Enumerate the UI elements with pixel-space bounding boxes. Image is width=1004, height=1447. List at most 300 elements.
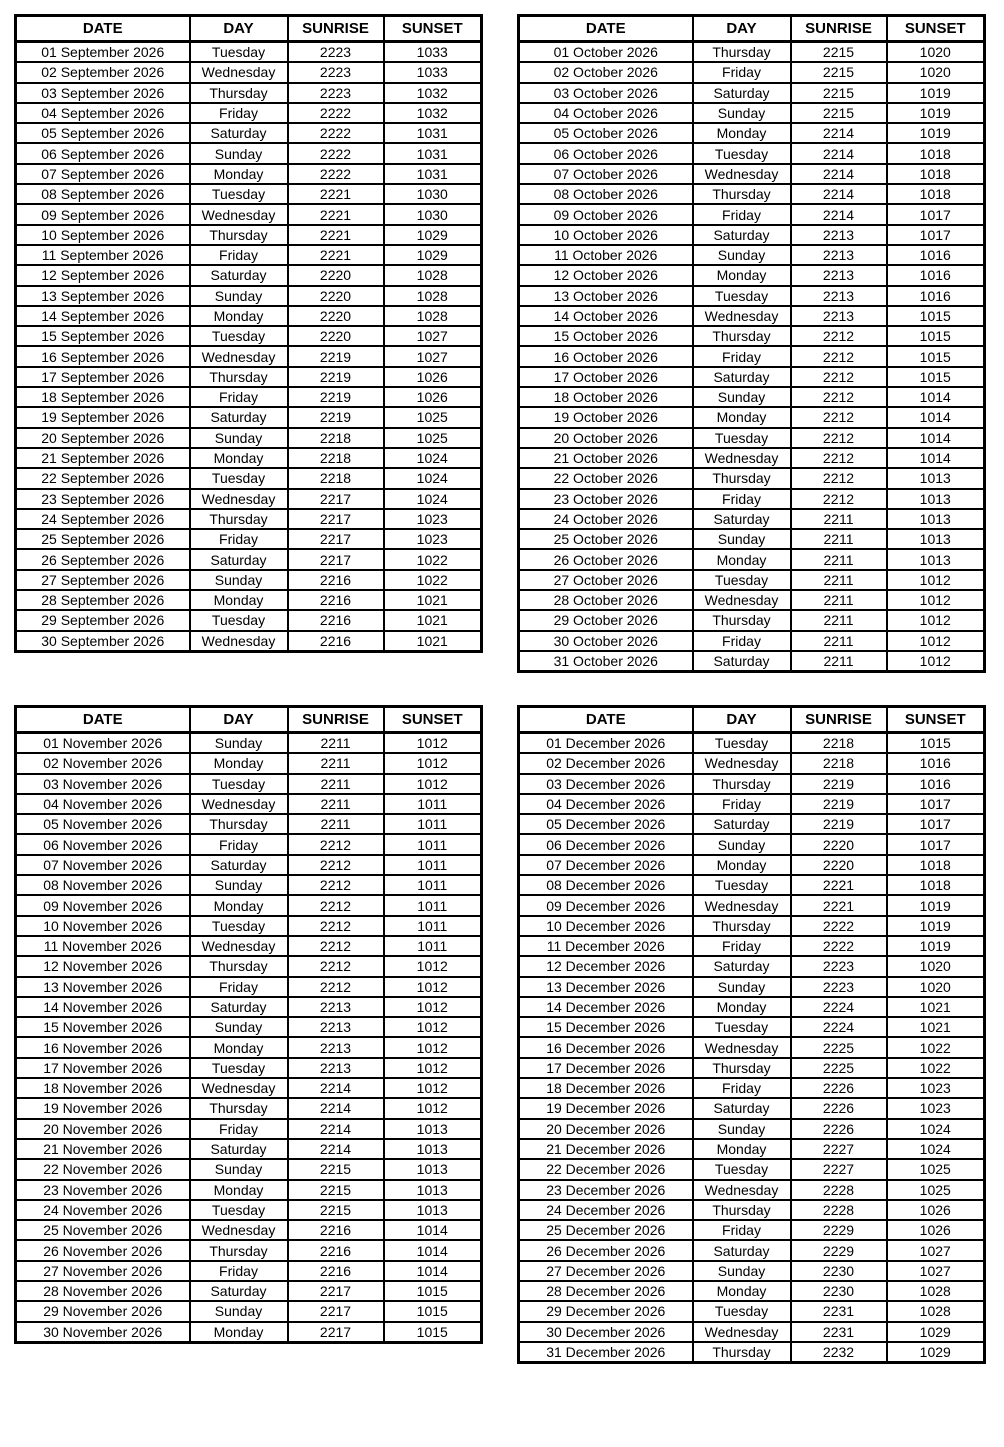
table-cell: Thursday [693,1342,791,1363]
table-row [16,184,482,204]
table-cell: 1014 [384,1220,482,1240]
table-cell: Monday [693,1139,791,1159]
table-cell: 2211 [791,610,887,630]
table-cell: 2227 [791,1139,887,1159]
table-row [16,1322,482,1343]
table-cell: 23 September 2026 [16,489,190,509]
table-cell: 20 December 2026 [519,1119,693,1139]
table-cell: Sunday [693,529,791,549]
table-cell: 29 December 2026 [519,1301,693,1321]
table-cell: 27 December 2026 [519,1261,693,1281]
table-cell: Wednesday [693,1037,791,1057]
table-cell: 2218 [288,428,384,448]
table-cell: 1012 [887,610,985,630]
table-cell: 24 November 2026 [16,1200,190,1220]
table-cell: Tuesday [190,1058,288,1078]
table-cell: 2215 [288,1180,384,1200]
table-cell: 25 December 2026 [519,1220,693,1240]
table-cell: 1029 [384,245,482,265]
table-cell: 1018 [887,164,985,184]
table-row [519,62,985,82]
table-cell: 05 October 2026 [519,123,693,143]
table-cell: 1011 [384,875,482,895]
table-cell: Wednesday [693,1322,791,1342]
table-cell: 1011 [384,814,482,834]
table-row [16,855,482,875]
table-row [16,407,482,427]
table-row [519,1058,985,1078]
table-cell: 2224 [791,997,887,1017]
table-row [519,610,985,630]
table-cell: Saturday [693,225,791,245]
table-row [519,468,985,488]
table-cell: 1017 [887,834,985,854]
table-row [519,489,985,509]
table-cell: 2212 [288,936,384,956]
table-cell: 27 November 2026 [16,1261,190,1281]
table-cell: 06 December 2026 [519,834,693,854]
table-row [519,1159,985,1179]
table-cell: Thursday [693,468,791,488]
table-row [519,184,985,204]
table-cell: Tuesday [693,1301,791,1321]
table-cell: 30 September 2026 [16,631,190,652]
table-cell: 2229 [791,1220,887,1240]
table-cell: 1019 [887,83,985,103]
table-cell: 03 September 2026 [16,83,190,103]
table-cell: 1020 [887,62,985,82]
table-cell: Thursday [190,1098,288,1118]
table-cell: 1013 [384,1139,482,1159]
table-cell: 2213 [288,1058,384,1078]
table-cell: 2226 [791,1119,887,1139]
table-row [16,346,482,366]
table-cell: 05 September 2026 [16,123,190,143]
table-cell: 29 September 2026 [16,610,190,630]
table-cell: 06 October 2026 [519,143,693,163]
table-cell: Sunday [190,1017,288,1037]
table-cell: 1012 [384,1037,482,1057]
table-cell: 2212 [288,895,384,915]
table-cell: Sunday [190,875,288,895]
table-cell: 1026 [887,1220,985,1240]
table-row [16,529,482,549]
table-cell: 1016 [887,774,985,794]
table-cell: 1011 [384,916,482,936]
table-cell: 2223 [288,62,384,82]
table-cell: 1021 [887,1017,985,1037]
table-cell: Thursday [190,367,288,387]
table-row [519,834,985,854]
table-cell: 1032 [384,103,482,123]
table-cell: 1014 [384,1261,482,1281]
table-cell: 1021 [384,631,482,652]
table-cell: 2215 [791,42,887,63]
table-row [519,1281,985,1301]
table-cell: 2211 [288,814,384,834]
table-row [16,509,482,529]
table-row [519,1078,985,1098]
table-row [16,631,482,652]
table-row [16,1037,482,1057]
table-row [16,774,482,794]
table-row [519,83,985,103]
table-row [519,733,985,754]
table-cell: 2217 [288,509,384,529]
table-cell: 13 October 2026 [519,286,693,306]
table-cell: Thursday [693,610,791,630]
table-cell: 02 September 2026 [16,62,190,82]
table-cell: Tuesday [190,184,288,204]
table-cell: 01 October 2026 [519,42,693,63]
table-row [519,977,985,997]
table-cell: 2213 [288,997,384,1017]
table-cell: 01 December 2026 [519,733,693,754]
column-header: SUNSET [384,16,482,42]
table-row [16,428,482,448]
column-header: DATE [16,707,190,733]
table-cell: 16 November 2026 [16,1037,190,1057]
table-cell: 1030 [384,184,482,204]
table-cell: 2213 [288,1017,384,1037]
table-cell: 2221 [791,875,887,895]
table-cell: 1019 [887,936,985,956]
table-cell: 19 October 2026 [519,407,693,427]
table-cell: Monday [693,549,791,569]
table-cell: 2217 [288,1281,384,1301]
table-cell: 2226 [791,1078,887,1098]
table-cell: 04 December 2026 [519,794,693,814]
table-row [16,814,482,834]
table-cell: Tuesday [693,428,791,448]
table-cell: Tuesday [190,1200,288,1220]
table-row [16,1220,482,1240]
table-cell: 25 September 2026 [16,529,190,549]
table-cell: 04 October 2026 [519,103,693,123]
table-cell: 23 October 2026 [519,489,693,509]
table-row [519,204,985,224]
table-cell: 1030 [384,204,482,224]
table-cell: 2213 [791,225,887,245]
table-cell: 15 October 2026 [519,326,693,346]
table-cell: 1013 [384,1180,482,1200]
table-cell: 2227 [791,1159,887,1179]
table-cell: 1020 [887,42,985,63]
table-cell: 2228 [791,1200,887,1220]
table-cell: 2211 [791,631,887,651]
table-row [519,1200,985,1220]
table-cell: Sunday [693,1261,791,1281]
table-cell: Thursday [693,1058,791,1078]
table-row [16,83,482,103]
table-cell: 1022 [887,1058,985,1078]
column-header: DAY [693,707,791,733]
table-cell: 07 December 2026 [519,855,693,875]
table-row [519,1261,985,1281]
table-cell: Thursday [190,225,288,245]
table-cell: 2211 [791,549,887,569]
table-cell: 1015 [887,733,985,754]
table-cell: Monday [693,123,791,143]
table-cell: 1014 [887,407,985,427]
table-cell: Monday [190,753,288,773]
table-cell: 2217 [288,529,384,549]
table-cell: Sunday [693,834,791,854]
table-cell: 25 November 2026 [16,1220,190,1240]
table-row [519,286,985,306]
table-row [16,936,482,956]
table-row [16,286,482,306]
table-cell: 1014 [384,1240,482,1260]
table-cell: 2211 [791,651,887,672]
table-cell: Tuesday [693,1017,791,1037]
table-cell: 1023 [887,1078,985,1098]
table-cell: Tuesday [693,570,791,590]
table-cell: 2212 [288,855,384,875]
table-cell: Wednesday [693,1180,791,1200]
table-cell: 2220 [288,286,384,306]
table-cell: 2211 [288,753,384,773]
table-cell: 2218 [791,753,887,773]
table-cell: 2211 [288,774,384,794]
table-row [519,529,985,549]
table-cell: Thursday [693,774,791,794]
table-row [519,997,985,1017]
table-cell: 2212 [791,346,887,366]
table-cell: 2217 [288,1322,384,1343]
table-cell: 12 October 2026 [519,265,693,285]
table-cell: 2214 [288,1078,384,1098]
table-cell: 30 December 2026 [519,1322,693,1342]
table-cell: 2222 [288,123,384,143]
table-cell: Friday [693,346,791,366]
table-cell: 2219 [288,346,384,366]
table-cell: Tuesday [693,1159,791,1179]
table-cell: 1012 [887,631,985,651]
table-cell: Wednesday [190,204,288,224]
table-cell: 2219 [791,774,887,794]
table-cell: 2220 [288,326,384,346]
table-cell: 19 December 2026 [519,1098,693,1118]
table-cell: 1011 [384,895,482,915]
table-cell: 2222 [288,103,384,123]
table-cell: Friday [693,1220,791,1240]
table-cell: Friday [693,936,791,956]
table-cell: 1024 [384,489,482,509]
table-row [16,875,482,895]
table-row [519,306,985,326]
table-cell: Saturday [190,855,288,875]
table-cell: 28 October 2026 [519,590,693,610]
table-cell: 30 October 2026 [519,631,693,651]
table-cell: 12 September 2026 [16,265,190,285]
table-row [519,42,985,63]
table-cell: Tuesday [693,286,791,306]
table-cell: 29 November 2026 [16,1301,190,1321]
table-cell: 03 October 2026 [519,83,693,103]
table-cell: 1025 [384,407,482,427]
table-cell: 2214 [791,184,887,204]
table-cell: 1024 [887,1139,985,1159]
table-cell: 20 September 2026 [16,428,190,448]
table-cell: 1027 [887,1240,985,1260]
table-cell: 12 December 2026 [519,956,693,976]
table-row [16,1240,482,1260]
table-cell: 2230 [791,1261,887,1281]
table-cell: Friday [693,794,791,814]
table-cell: 2216 [288,590,384,610]
table-cell: Wednesday [190,346,288,366]
table-cell: 08 September 2026 [16,184,190,204]
table-cell: 2212 [288,977,384,997]
table-cell: 1027 [384,326,482,346]
table-cell: Friday [190,245,288,265]
table-cell: Friday [190,387,288,407]
table-cell: 2213 [791,265,887,285]
table-cell: 1011 [384,936,482,956]
table-row [519,265,985,285]
table-cell: 02 November 2026 [16,753,190,773]
table-cell: 1012 [887,570,985,590]
table-cell: Sunday [190,1301,288,1321]
table-cell: Friday [190,977,288,997]
table-cell: Wednesday [190,936,288,956]
table-cell: 15 November 2026 [16,1017,190,1037]
table-cell: 2214 [791,123,887,143]
table-cell: Monday [693,265,791,285]
table-cell: 14 December 2026 [519,997,693,1017]
table-cell: 2219 [791,794,887,814]
table-row [16,610,482,630]
table-cell: Sunday [693,245,791,265]
table-cell: Friday [693,1078,791,1098]
table-cell: 05 November 2026 [16,814,190,834]
table-cell: Saturday [693,956,791,976]
table-cell: 2214 [288,1119,384,1139]
table-cell: Monday [190,1180,288,1200]
table-row [16,753,482,773]
table-cell: 28 September 2026 [16,590,190,610]
table-cell: 04 November 2026 [16,794,190,814]
table-cell: 24 October 2026 [519,509,693,529]
table-cell: 2212 [791,489,887,509]
table-cell: 1025 [384,428,482,448]
table-cell: 17 December 2026 [519,1058,693,1078]
table-cell: 2219 [288,387,384,407]
table-cell: 11 September 2026 [16,245,190,265]
table-row [16,245,482,265]
table-cell: 26 October 2026 [519,549,693,569]
table-row [519,326,985,346]
table-cell: 18 December 2026 [519,1078,693,1098]
table-cell: 2212 [288,956,384,976]
table-row [519,143,985,163]
table-row [16,326,482,346]
table-cell: 30 November 2026 [16,1322,190,1343]
table-row [519,814,985,834]
table-cell: 21 December 2026 [519,1139,693,1159]
table-cell: 2220 [791,834,887,854]
table-cell: 28 November 2026 [16,1281,190,1301]
table-cell: 1014 [887,428,985,448]
table-row [16,834,482,854]
table-cell: 06 November 2026 [16,834,190,854]
table-row [16,164,482,184]
table-cell: 1028 [384,265,482,285]
table-cell: 1021 [887,997,985,1017]
table-cell: 1019 [887,895,985,915]
table-row [16,570,482,590]
table-cell: 1032 [384,83,482,103]
table-cell: 10 September 2026 [16,225,190,245]
table-cell: 2216 [288,1220,384,1240]
column-header: DATE [16,16,190,42]
table-cell: 1012 [384,1078,482,1098]
column-header: DAY [190,707,288,733]
table-cell: 1018 [887,184,985,204]
table-row [519,855,985,875]
table-cell: Friday [693,62,791,82]
table-cell: Wednesday [693,306,791,326]
table-row [519,1037,985,1057]
table-cell: Saturday [190,997,288,1017]
table-cell: Wednesday [190,631,288,652]
table-cell: 2216 [288,631,384,652]
table-cell: 1021 [384,610,482,630]
table-cell: Saturday [693,1240,791,1260]
table-cell: 2211 [791,570,887,590]
table-row [519,753,985,773]
table-row [16,143,482,163]
table-cell: Sunday [190,733,288,754]
table-cell: 1017 [887,794,985,814]
table-cell: 1011 [384,794,482,814]
table-cell: 10 October 2026 [519,225,693,245]
table-cell: 1019 [887,103,985,123]
table-cell: 27 September 2026 [16,570,190,590]
table-cell: 01 September 2026 [16,42,190,63]
column-header: SUNRISE [288,707,384,733]
table-cell: 2215 [288,1200,384,1220]
sunrise-sunset-table-november-2026 [14,705,483,1344]
column-header: DAY [190,16,288,42]
header-row [519,16,985,42]
table-cell: 2212 [791,428,887,448]
table-cell: 1028 [384,286,482,306]
column-header: SUNRISE [288,16,384,42]
table-cell: 26 December 2026 [519,1240,693,1260]
table-cell: 14 September 2026 [16,306,190,326]
table-cell: 2218 [288,448,384,468]
table-cell: Thursday [693,916,791,936]
table-cell: 15 September 2026 [16,326,190,346]
table-cell: 2221 [288,225,384,245]
table-row [16,62,482,82]
table-cell: 2213 [791,286,887,306]
column-header: SUNRISE [791,707,887,733]
table-row [519,1220,985,1240]
table-cell: Saturday [693,509,791,529]
table-cell: Tuesday [693,733,791,754]
table-cell: Monday [190,1037,288,1057]
table-row [16,123,482,143]
column-header: DAY [693,16,791,42]
table-row [16,549,482,569]
table-cell: 2231 [791,1301,887,1321]
table-row [16,367,482,387]
table-row [519,346,985,366]
table-cell: 1012 [887,590,985,610]
